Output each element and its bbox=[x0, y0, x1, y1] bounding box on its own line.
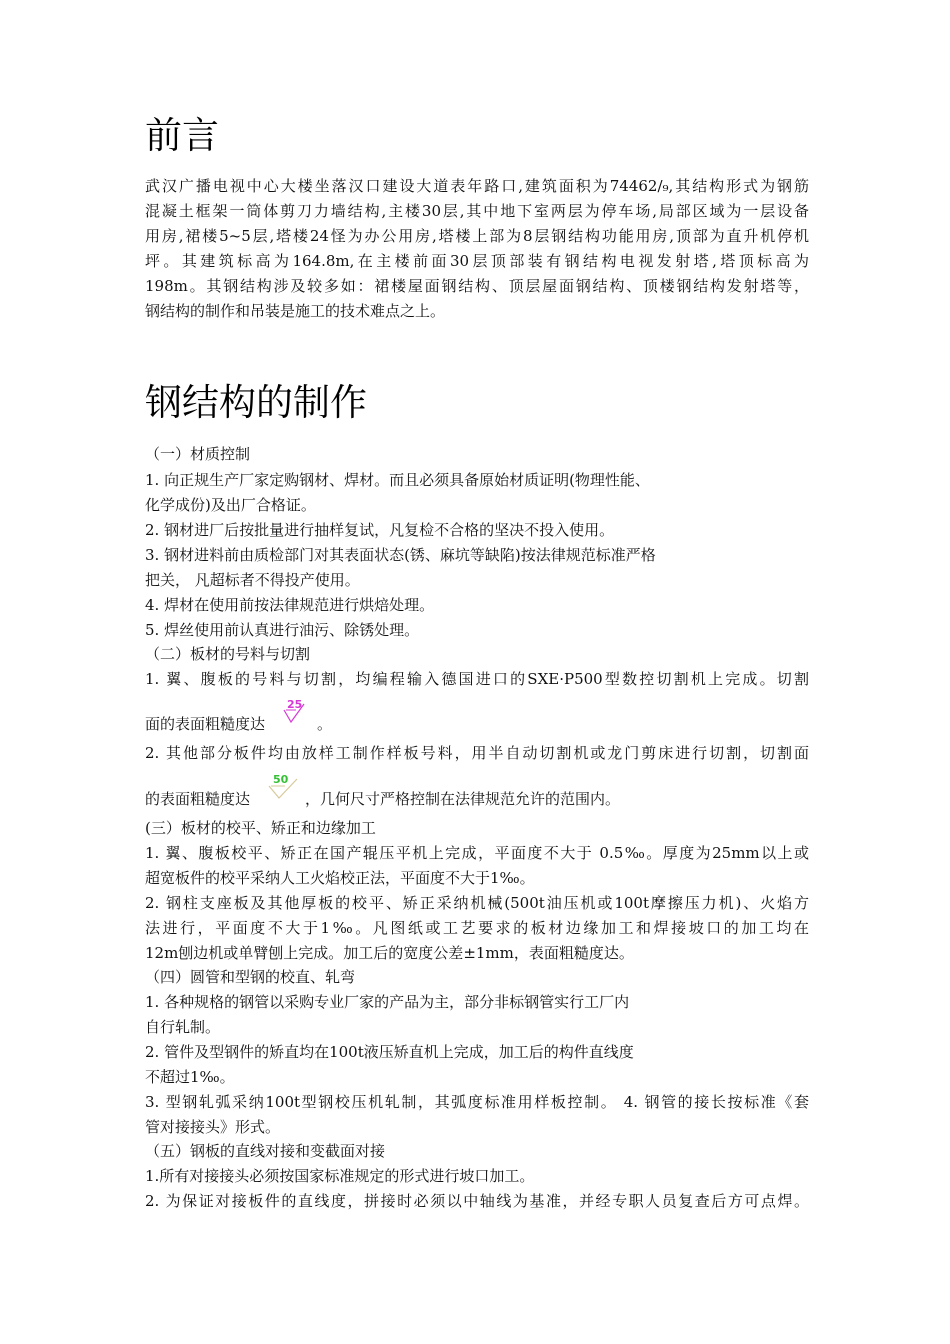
preface-paragraph-line: 武汉广播电视中心大楼坐落汉口建设大道表年路口,建筑面积为74462/₉,其结构形式为钢筋 bbox=[145, 177, 809, 195]
body-line: 4. 焊材在使用前按法律规范进行烘焙处理。 bbox=[145, 596, 435, 614]
body-line: 2. 钢材进厂后按批量进行抽样复试，凡复检不合格的坚决不投入使用。 bbox=[145, 521, 615, 539]
section-heading: （四）圆管和型钢的校直、轧弯 bbox=[145, 968, 356, 986]
body-line: 。 bbox=[317, 715, 333, 733]
body-line: 1. 翼、腹板的号料与切割，均编程输入德国进口的SXE·P500型数控切割机上完成。切割 bbox=[145, 670, 809, 688]
body-line: 自行轧制。 bbox=[145, 1018, 221, 1036]
preface-paragraph-line: 钢结构的制作和吊装是施工的技术难点之上。 bbox=[145, 302, 446, 320]
body-line: 超宽板件的校平采纳人工火焰校正法，平面度不大于1‰。 bbox=[145, 869, 535, 887]
body-line: 2. 为保证对接板件的直线度，拼接时必须以中轴线为基准，并经专职人员复查后方可点焊。 bbox=[145, 1192, 809, 1210]
roughness-value: 50 bbox=[273, 773, 289, 786]
preface-paragraph-line: 坪。其建筑标高为164.8m,在主楼前面30层顶部装有钢结构电视发射塔,塔顶标高为 bbox=[145, 252, 809, 270]
body-line: 1. 各种规格的钢管以采购专业厂家的产品为主，部分非标钢管实行工厂内 bbox=[145, 993, 630, 1011]
body-line: 5. 焊丝使用前认真进行油污、除锈处理。 bbox=[145, 621, 420, 639]
preface-paragraph-line: 198m。其钢结构涉及较多如：裙楼屋面钢结构、顶层屋面钢结构、顶楼钢结构发射塔等， bbox=[145, 277, 809, 295]
roughness-symbol-icon bbox=[282, 698, 312, 726]
body-line: 2. 其他部分板件均由放样工制作样板号料，用半自动切割机或龙门剪床进行切割，切割面 bbox=[145, 744, 809, 762]
section-heading: （二）板材的号料与切割 bbox=[145, 645, 311, 663]
body-line: 管对接接头》形式。 bbox=[145, 1118, 281, 1136]
body-line: 1.所有对接接头必须按国家标准规定的形式进行坡口加工。 bbox=[145, 1167, 535, 1185]
preface-paragraph-line: 混凝土框架一筒体剪刀力墙结构,主楼30层,其中地下室两层为停车场,局部区域为一层设备 bbox=[145, 202, 809, 220]
section-heading: （五）钢板的直线对接和变截面对接 bbox=[145, 1142, 386, 1160]
body-line: 2. 钢柱支座板及其他厚板的校平、矫正采纳机械(500t油压机或100t摩擦压力机)、火焰方 bbox=[145, 894, 809, 912]
body-line: 2. 管件及型钢件的矫直均在100t液压矫直机上完成，加工后的构件直线度 bbox=[145, 1043, 634, 1061]
body-line: 12m刨边机或单臂刨上完成。加工后的宽度公差±1mm，表面粗糙度达。 bbox=[145, 944, 634, 962]
roughness-symbol-icon bbox=[267, 773, 301, 802]
body-line: 1. 向正规生产厂家定购钢材、焊材。而且必须具备原始材质证明(物理性能、 bbox=[145, 471, 650, 489]
body-line: 面的表面粗糙度达 bbox=[145, 715, 266, 733]
preface-heading: 前言 bbox=[145, 114, 219, 157]
roughness-value: 25 bbox=[287, 698, 303, 711]
section-heading: (三）板材的校平、矫正和边缘加工 bbox=[145, 819, 376, 837]
preface-paragraph-line: 用房,裙楼5~5层,塔楼24怪为办公用房,塔楼上部为8层钢结构功能用房,顶部为直升机停机 bbox=[145, 227, 809, 245]
body-line: 的表面粗糙度达 bbox=[145, 790, 251, 808]
body-line: 法进行，平面度不大于1‰。凡图纸或工艺要求的板材边缘加工和焊接坡口的加工均在 bbox=[145, 919, 809, 937]
section-heading: （一）材质控制 bbox=[145, 445, 251, 463]
body-line: 化学成份)及出厂合格证。 bbox=[145, 496, 316, 514]
body-line: 1. 翼、腹板校平、矫正在国产辊压平机上完成，平面度不大于 0.5‰。厚度为25mm以上或 bbox=[145, 844, 809, 862]
body-line: 3. 钢材进料前由质检部门对其表面状态(锈、麻坑等缺陷)按法律规范标准严格 bbox=[145, 546, 656, 564]
body-line: 3. 型钢轧弧采纳100t型钢校压机轧制，其弧度标准用样板控制。 4. 钢管的接长按标准《套 bbox=[145, 1093, 809, 1111]
body-line: 不超过1‰。 bbox=[145, 1068, 235, 1086]
body-line: ，几何尺寸严格控制在法律规范允许的范围内。 bbox=[305, 790, 621, 808]
body-line: 把关， 凡超标者不得投产使用。 bbox=[145, 571, 360, 589]
fabrication-heading: 钢结构的制作 bbox=[145, 381, 367, 424]
